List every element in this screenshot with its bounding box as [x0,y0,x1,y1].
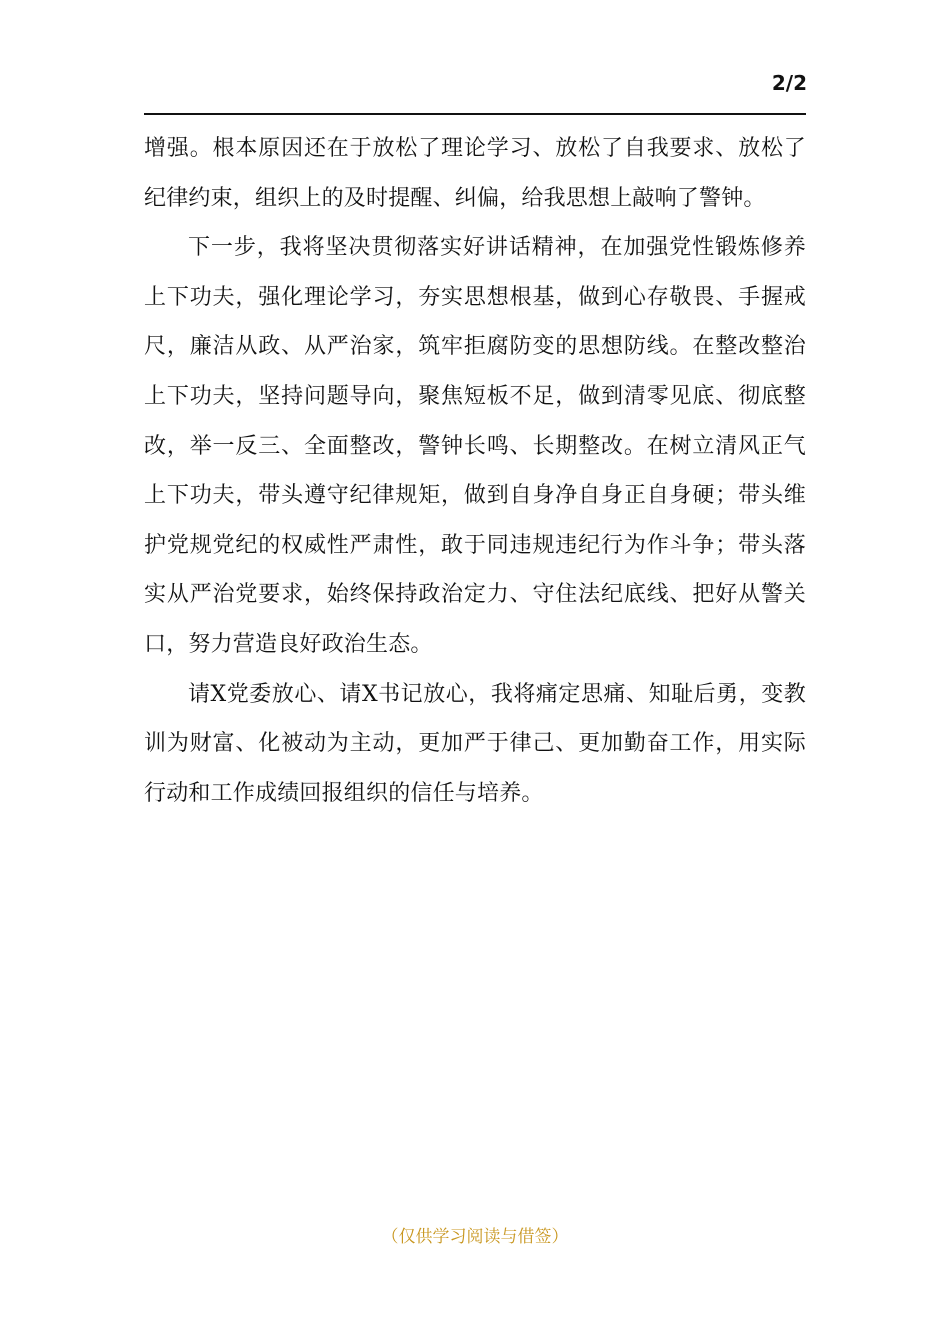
header-rule [144,113,806,115]
paragraph-3: 请X党委放心、请X书记放心，我将痛定思痛、知耻后勇，变教训为财富、化被动为主动，更加严于律己、更加勤奋工作，用实际行动和工作成绩回报组织的信任与培养。 [144,681,806,806]
paragraph-1: 增强。根本原因还在于放松了理论学习、放松了自我要求、放松了纪律约束，组织上的及时提醒、纠偏，给我思想上敲响了警钟。 [144,136,806,211]
footer-note: （仅供学习阅读与借签） [381,1227,569,1247]
paragraph-2: 下一步，我将坚决贯彻落实好讲话精神，在加强党性锻炼修养上下功夫，强化理论学习，夯实思想根基，做到心存敬畏、手握戒尺，廉洁从政、从严治家，筑牢拒腐防变的思想防线。在整改整治上下功夫，坚持问题导向，聚焦短板不足，做到清零见底、彻底整改，举一反三、全面整改，警钟长鸣、长期整改。在树立清风正气上下功夫，带头遵守纪律规矩，做到自身净自身正自身硬；带头维护党规党纪的权威性严肃性，敢于同违规违纪行为作斗争；带头落实从严治党要求，始终保持政治定力、守住法纪底线、把好从警关口，努力营造良好政治生态。 [144,235,806,657]
page-number: 2/2 [771,71,807,95]
document-body [144,124,806,818]
